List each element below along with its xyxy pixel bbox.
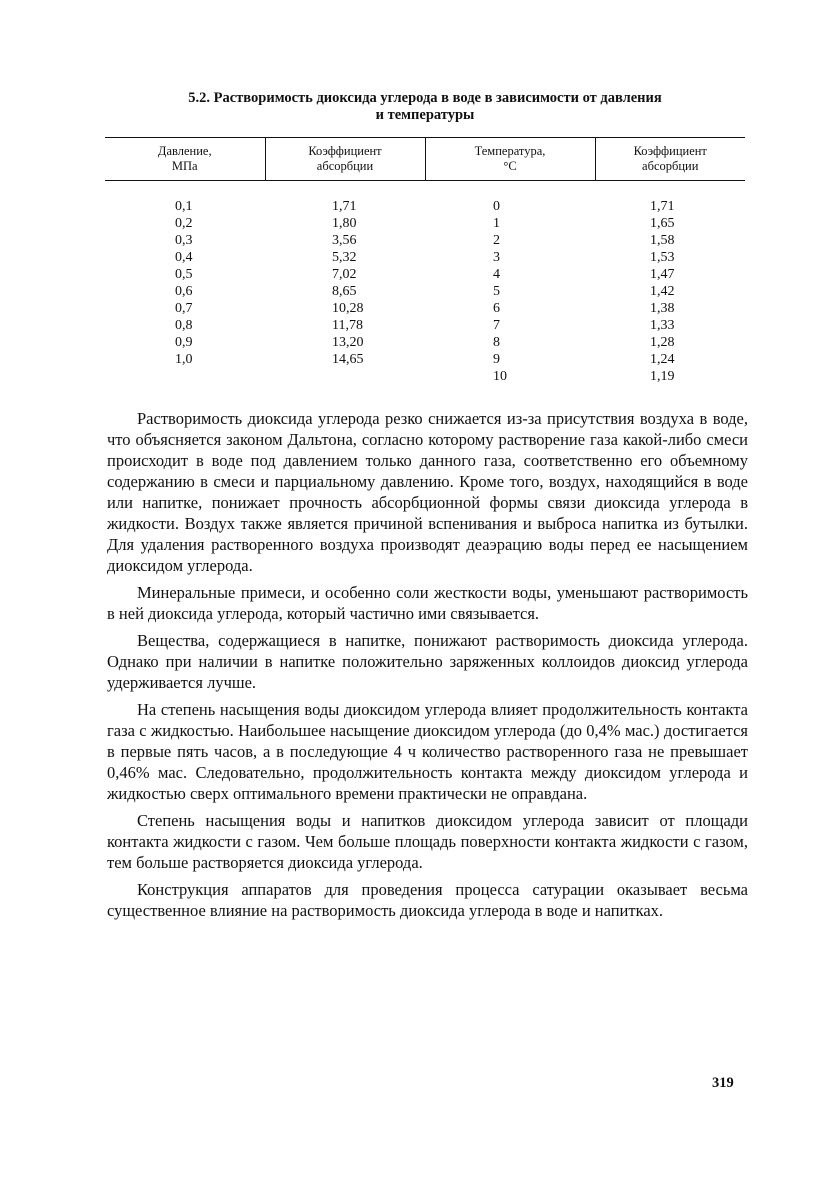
page-number: 319	[712, 1075, 734, 1091]
cell-absorption-2: 1,71	[650, 199, 675, 214]
cell-pressure: 0,2	[175, 216, 193, 231]
cell-absorption-1: 7,02	[332, 267, 357, 282]
cell-temperature: 5	[493, 284, 500, 299]
cell-temperature: 4	[493, 267, 500, 282]
cell-pressure: 0,7	[175, 301, 193, 316]
cell-temperature: 3	[493, 250, 500, 265]
cell-temperature: 6	[493, 301, 500, 316]
cell-absorption-2: 1,38	[650, 301, 675, 316]
cell-absorption-1	[265, 368, 425, 385]
cell-pressure: 0,5	[175, 267, 193, 282]
table-row	[105, 215, 745, 232]
header-temperature	[425, 138, 595, 181]
cell-absorption-2: 1,24	[650, 352, 675, 367]
header-absorption-1-line2: абсорбции	[316, 159, 374, 173]
table-row	[105, 317, 745, 334]
table-header-row	[105, 138, 745, 181]
cell-absorption-1: 1,71	[332, 199, 357, 214]
table-row	[105, 334, 745, 351]
cell-temperature: 9	[493, 352, 500, 367]
table-row	[105, 232, 745, 249]
cell-absorption-1: 14,65	[332, 352, 364, 367]
cell-absorption-2: 1,47	[650, 267, 675, 282]
cell-pressure: 1,0	[175, 352, 193, 367]
table-row	[105, 198, 745, 215]
header-absorption-2-line2: абсорбции	[642, 159, 699, 173]
table-caption	[130, 90, 720, 124]
cell-absorption-2: 1,53	[650, 250, 675, 265]
paragraph: Конструкция аппаратов для проведения процесса сатурации оказывает весьма существенное влияние на растворимость диоксида углерода в воде и напитках.	[107, 880, 748, 920]
cell-absorption-2: 1,42	[650, 284, 675, 299]
table-row	[105, 249, 745, 266]
cell-temperature: 7	[493, 318, 500, 333]
cell-temperature: 1	[493, 216, 500, 231]
header-temperature-line1: Температура,	[474, 144, 546, 158]
header-pressure-line2: МПа	[171, 159, 198, 173]
cell-pressure: 0,1	[175, 199, 193, 214]
header-absorption-1	[265, 138, 425, 181]
cell-pressure: 0,8	[175, 318, 193, 333]
cell-absorption-1: 1,80	[332, 216, 357, 231]
cell-absorption-1: 13,20	[332, 335, 364, 350]
cell-temperature: 10	[493, 369, 507, 384]
header-absorption-2-line1: Коэффициент	[633, 144, 707, 158]
cell-absorption-1: 3,56	[332, 233, 357, 248]
table-header	[105, 138, 745, 181]
cell-absorption-1: 8,65	[332, 284, 357, 299]
cell-absorption-2: 1,65	[650, 216, 675, 231]
caption-line-2: и температуры	[375, 107, 475, 123]
caption-line-1: 5.2. Растворимость диоксида углерода в воде в зависимости от давления	[188, 90, 662, 106]
cell-pressure: 0,6	[175, 284, 193, 299]
cell-pressure: 0,3	[175, 233, 193, 248]
table-row	[105, 368, 745, 385]
cell-pressure: 0,9	[175, 335, 193, 350]
cell-pressure	[105, 368, 265, 385]
cell-absorption-1: 10,28	[332, 301, 364, 316]
paragraph: Растворимость диоксида углерода резко снижается из-за присутствия воздуха в воде, что объясняется законом Дальтона, согласно которому растворение газа какой-либо смеси происходит в воде под давлением только данного газа, соответственно его объемному содержанию в смеси и парциальному давлению. Кроме того, воздух, находящийся в воде или напитке, понижает прочность абсорбционной формы связи диоксида углерода в жидкости. Воздух также является причиной вспенивания и выброса напитка из бутылки. Для удаления растворенного воздуха производят деаэрацию воды перед ее насыщением диоксидом углерода.	[107, 409, 748, 575]
header-temperature-line2: °C	[503, 159, 517, 173]
paragraph: На степень насыщения воды диоксидом углерода влияет продолжительность контакта газа с жидкостью. Наибольшее насыщение диоксидом углерода (до 0,4% мас.) достигается в первые пять часов, а в последующие 4 ч количество растворенного газа не превышает 0,46% мас. Следовательно, продолжительность контакта между диоксидом углерода и жидкостью сверх оптимального времени практически не оправдана.	[107, 700, 748, 803]
header-pressure	[105, 138, 265, 181]
table-row	[105, 266, 745, 283]
paragraph: Степень насыщения воды и напитков диоксидом углерода зависит от площади контакта жидкости с газом. Чем больше площадь поверхности контакта жидкости с газом, тем больше растворяется диоксида углерода.	[107, 811, 748, 872]
header-absorption-1-line1: Коэффициент	[308, 144, 382, 158]
table-row	[105, 351, 745, 368]
table-spacer-row	[105, 181, 745, 199]
paragraph: Вещества, содержащиеся в напитке, понижают растворимость диоксида углерода. Однако при наличии в напитке положительно заряженных коллоидов диоксид углерода удерживается лучше.	[107, 631, 748, 692]
body-text	[107, 408, 748, 927]
table-row	[105, 283, 745, 300]
cell-absorption-2: 1,28	[650, 335, 675, 350]
cell-absorption-2: 1,33	[650, 318, 675, 333]
cell-absorption-2: 1,58	[650, 233, 675, 248]
solubility-table	[105, 137, 745, 385]
table-row	[105, 300, 745, 317]
header-absorption-2	[595, 138, 745, 181]
cell-temperature: 8	[493, 335, 500, 350]
cell-pressure: 0,4	[175, 250, 193, 265]
paragraph: Минеральные примеси, и особенно соли жесткости воды, уменьшают растворимость в ней диоксида углерода, который частично ими связывается.	[107, 583, 748, 623]
cell-temperature: 2	[493, 233, 500, 248]
cell-absorption-2: 1,19	[650, 369, 675, 384]
cell-absorption-1: 5,32	[332, 250, 357, 265]
table-body	[105, 181, 745, 386]
cell-absorption-1: 11,78	[332, 318, 363, 333]
cell-temperature: 0	[493, 199, 500, 214]
header-pressure-line1: Давление,	[157, 144, 212, 158]
